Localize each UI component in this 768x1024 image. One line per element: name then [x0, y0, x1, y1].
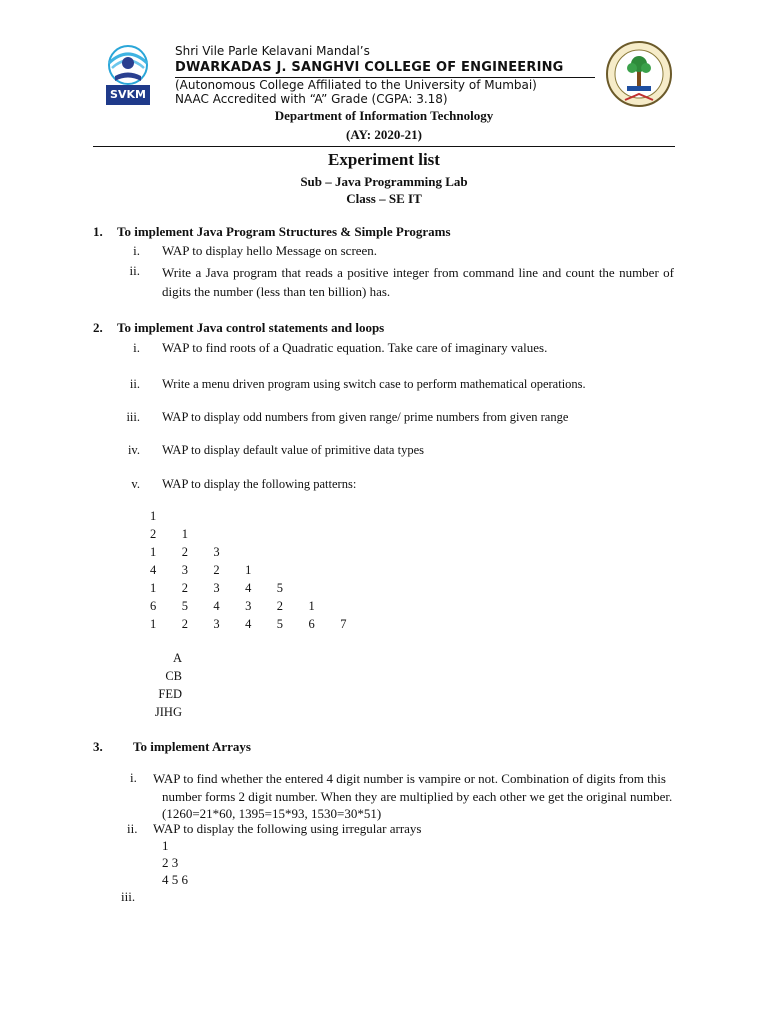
number-pattern-cell: 5: [181, 599, 188, 613]
trust-name: Shri Vile Parle Kelavani Mandal’s: [175, 44, 370, 58]
item-1-ii-number: ii.: [129, 263, 140, 278]
number-pattern-cell: 3: [213, 617, 220, 631]
number-pattern-cell: 2: [276, 599, 284, 613]
number-pattern-cell: 4: [213, 599, 220, 613]
number-pattern-cell: 3: [213, 545, 220, 559]
section-2-title: To implement Java control statements and loops: [117, 320, 385, 335]
item-3-i-text-content: WAP to find whether the entered 4 digit number is vampire or not. Combination of digits from this number forms 2 digit number. When they are multiplied by each other we get the original number. (1260=21*60, 1395=15*93, 1530=30*51): [153, 771, 673, 821]
item-2-iii-text: WAP to display odd numbers from given range/ prime numbers from given range: [162, 410, 569, 424]
section-2-number: 2.: [93, 320, 103, 335]
number-pattern-cell: 1: [181, 527, 188, 541]
department: Department of Information Technology: [274, 108, 494, 123]
item-3-i-number: i.: [130, 770, 137, 785]
class-name: Class – SE IT: [346, 191, 422, 206]
item-2-ii-number: ii.: [129, 377, 140, 391]
accreditation: NAAC Accredited with “A” Grade (CGPA: 3.18): [175, 92, 448, 106]
item-3-iii-number: iii.: [121, 889, 136, 904]
number-pattern-cell: 4: [245, 617, 252, 631]
number-pattern-cell: 3: [245, 599, 252, 613]
number-pattern-cell: 3: [213, 581, 220, 595]
letter-pattern-row: JIHG: [154, 705, 182, 719]
number-pattern-cell: 6: [308, 617, 315, 631]
number-pattern-cell: 4: [150, 563, 157, 577]
item-2-i-number: i.: [133, 340, 140, 355]
item-2-iv-number: iv.: [127, 443, 140, 457]
number-pattern-cell: 6: [150, 599, 157, 613]
number-pattern-cell: 1: [150, 545, 157, 559]
item-2-ii-text: Write a menu driven program using switch case to perform mathematical operations.: [162, 377, 586, 391]
number-pattern-cell: 1: [150, 581, 157, 595]
section-1-title: To implement Java Program Structures & Simple Programs: [117, 224, 451, 239]
item-1-ii-text: Write a Java program that reads a positive integer from command line and count the number of digits the number (less than ten billion) has.: [162, 265, 674, 299]
array-pattern-row: 2 3: [162, 855, 179, 870]
section-3-title: To implement Arrays: [133, 739, 251, 754]
item-2-iv-text: WAP to display default value of primitive data types: [162, 443, 424, 457]
letter-pattern-row: FED: [158, 687, 182, 701]
number-pattern-cell: 5: [276, 617, 284, 631]
number-pattern-cell: 2: [150, 527, 157, 541]
affiliation: (Autonomous College Affiliated to the University of Mumbai): [175, 78, 537, 92]
number-pattern-cell: 1: [308, 599, 315, 613]
number-pattern-cell: 7: [340, 617, 347, 631]
section-1-number: 1.: [93, 224, 103, 239]
academic-year: (AY: 2020-21): [346, 127, 422, 142]
number-pattern-cell: 2: [181, 581, 188, 595]
item-2-i-text: WAP to find roots of a Quadratic equation. Take care of imaginary values.: [162, 340, 548, 355]
array-pattern-row: 4 5 6: [162, 872, 188, 887]
number-pattern-cell: 2: [213, 563, 220, 577]
number-pattern-cell: 5: [276, 581, 284, 595]
number-pattern-cell: 3: [181, 563, 188, 577]
item-3-ii-text: WAP to display the following using irregular arrays: [153, 821, 422, 836]
item-3-ii-number: ii.: [127, 821, 138, 836]
item-1-i-number: i.: [133, 243, 140, 258]
item-2-iii-number: iii.: [126, 410, 140, 424]
college-name: DWARKADAS J. SANGHVI COLLEGE OF ENGINEERING: [175, 60, 564, 75]
item-1-i-text: WAP to display hello Message on screen.: [162, 243, 378, 258]
number-pattern-cell: 1: [150, 509, 157, 523]
subject: Sub – Java Programming Lab: [300, 174, 468, 189]
item-2-v-text: WAP to display the following patterns:: [162, 477, 357, 491]
section-3-number: 3.: [93, 739, 103, 754]
letter-pattern-row: A: [172, 651, 182, 665]
number-pattern-cell: 2: [181, 545, 188, 559]
number-pattern-cell: 1: [150, 617, 157, 631]
letter-pattern-row: CB: [165, 669, 182, 683]
number-pattern-cell: 1: [245, 563, 252, 577]
item-2-v-number: v.: [131, 477, 140, 491]
number-pattern-cell: 2: [181, 617, 188, 631]
page-title: Experiment list: [328, 150, 440, 169]
array-pattern-row: 1: [162, 838, 169, 853]
svkm-logo-text: SVKM: [110, 88, 146, 101]
number-pattern-cell: 4: [245, 581, 252, 595]
